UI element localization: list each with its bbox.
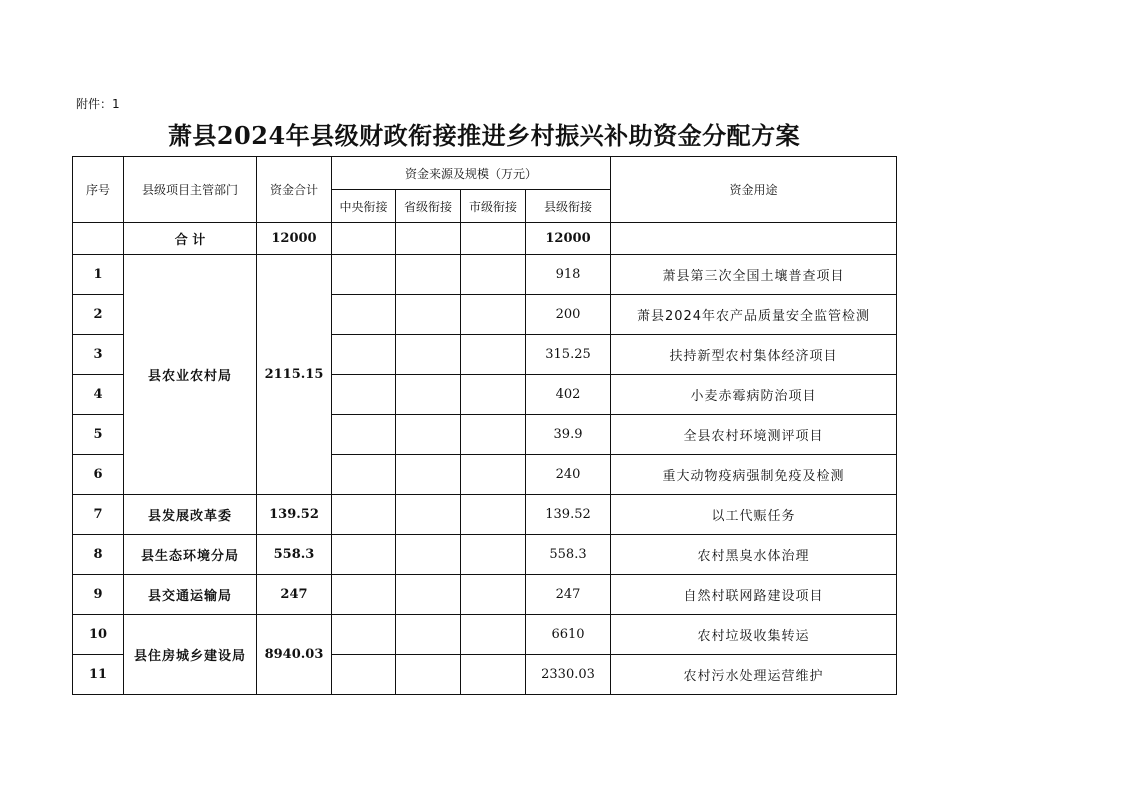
row-city-cell: [461, 415, 526, 455]
row-seq: 7: [73, 495, 124, 535]
row-usage: 重大动物疫病强制免疫及检测: [611, 455, 897, 495]
row-dept: 县农业农村局: [124, 255, 257, 495]
row-provincial-cell: [396, 655, 461, 695]
totals-total: 12000: [257, 223, 332, 255]
header-central: 中央衔接: [332, 190, 396, 223]
row-provincial-cell: [396, 415, 461, 455]
row-central-cell: [332, 375, 396, 415]
totals-row: [73, 223, 897, 255]
row-seq: 2: [73, 295, 124, 335]
header-seq: 序号: [73, 157, 124, 223]
row-usage: 农村垃圾收集转运: [611, 615, 897, 655]
totals-provincial-cell: [396, 223, 461, 255]
table-row: [73, 255, 897, 295]
row-county: 2330.03: [526, 655, 611, 695]
row-usage: 扶持新型农村集体经济项目: [611, 335, 897, 375]
row-seq: 9: [73, 575, 124, 615]
row-dept: 县住房城乡建设局: [124, 615, 257, 695]
row-city-cell: [461, 375, 526, 415]
row-seq: 6: [73, 455, 124, 495]
row-usage: 萧县2024年农产品质量安全监管检测: [611, 295, 897, 335]
table-row: [73, 615, 897, 655]
row-total: 8940.03: [257, 615, 332, 695]
row-county: 139.52: [526, 495, 611, 535]
row-seq: 10: [73, 615, 124, 655]
row-dept: 县发展改革委: [124, 495, 257, 535]
row-provincial-cell: [396, 375, 461, 415]
row-usage: 萧县第三次全国土壤普查项目: [611, 255, 897, 295]
row-county: 200: [526, 295, 611, 335]
row-city-cell: [461, 615, 526, 655]
row-total: 558.3: [257, 535, 332, 575]
row-central-cell: [332, 335, 396, 375]
row-county: 6610: [526, 615, 611, 655]
row-provincial-cell: [396, 455, 461, 495]
attachment-label: 附件：1: [76, 97, 120, 111]
row-seq: 11: [73, 655, 124, 695]
row-county: 315.25: [526, 335, 611, 375]
row-provincial-cell: [396, 335, 461, 375]
row-city-cell: [461, 575, 526, 615]
header-source-group: 资金来源及规模（万元）: [332, 157, 611, 190]
row-central-cell: [332, 615, 396, 655]
row-usage: 以工代赈任务: [611, 495, 897, 535]
row-central-cell: [332, 575, 396, 615]
row-provincial-cell: [396, 255, 461, 295]
row-dept: 县生态环境分局: [124, 535, 257, 575]
row-central-cell: [332, 295, 396, 335]
allocation-table: [72, 156, 897, 695]
row-provincial-cell: [396, 495, 461, 535]
row-city-cell: [461, 495, 526, 535]
row-provincial-cell: [396, 575, 461, 615]
row-seq: 3: [73, 335, 124, 375]
row-seq: 1: [73, 255, 124, 295]
row-county: 918: [526, 255, 611, 295]
row-city-cell: [461, 535, 526, 575]
row-city-cell: [461, 295, 526, 335]
row-city-cell: [461, 655, 526, 695]
row-central-cell: [332, 655, 396, 695]
table-row: [73, 575, 897, 615]
row-usage: 小麦赤霉病防治项目: [611, 375, 897, 415]
row-seq: 4: [73, 375, 124, 415]
header-provincial: 省级衔接: [396, 190, 461, 223]
header-dept: 县级项目主管部门: [124, 157, 257, 223]
row-county: 247: [526, 575, 611, 615]
document-title: 萧县2024年县级财政衔接推进乡村振兴补助资金分配方案: [167, 121, 801, 150]
header-city: 市级衔接: [461, 190, 526, 223]
row-dept: 县交通运输局: [124, 575, 257, 615]
row-seq: 8: [73, 535, 124, 575]
header-usage: 资金用途: [611, 157, 897, 223]
row-provincial-cell: [396, 295, 461, 335]
row-total: 247: [257, 575, 332, 615]
totals-county: 12000: [526, 223, 611, 255]
row-provincial-cell: [396, 535, 461, 575]
row-total: 139.52: [257, 495, 332, 535]
totals-city-cell: [461, 223, 526, 255]
row-central-cell: [332, 495, 396, 535]
row-total: 2115.15: [257, 255, 332, 495]
row-city-cell: [461, 255, 526, 295]
row-county: 39.9: [526, 415, 611, 455]
row-usage: 农村污水处理运营维护: [611, 655, 897, 695]
header-county: 县级衔接: [526, 190, 611, 223]
row-city-cell: [461, 335, 526, 375]
row-county: 558.3: [526, 535, 611, 575]
row-central-cell: [332, 535, 396, 575]
totals-label: 合 计: [124, 223, 257, 255]
totals-seq-cell: [73, 223, 124, 255]
row-central-cell: [332, 455, 396, 495]
row-provincial-cell: [396, 615, 461, 655]
row-central-cell: [332, 255, 396, 295]
row-county: 402: [526, 375, 611, 415]
row-usage: 全县农村环境测评项目: [611, 415, 897, 455]
header-total: 资金合计: [257, 157, 332, 223]
table-row: [73, 495, 897, 535]
table-row: [73, 535, 897, 575]
totals-central-cell: [332, 223, 396, 255]
row-usage: 自然村联网路建设项目: [611, 575, 897, 615]
row-county: 240: [526, 455, 611, 495]
row-city-cell: [461, 455, 526, 495]
row-central-cell: [332, 415, 396, 455]
row-seq: 5: [73, 415, 124, 455]
row-usage: 农村黑臭水体治理: [611, 535, 897, 575]
totals-usage-cell: [611, 223, 897, 255]
